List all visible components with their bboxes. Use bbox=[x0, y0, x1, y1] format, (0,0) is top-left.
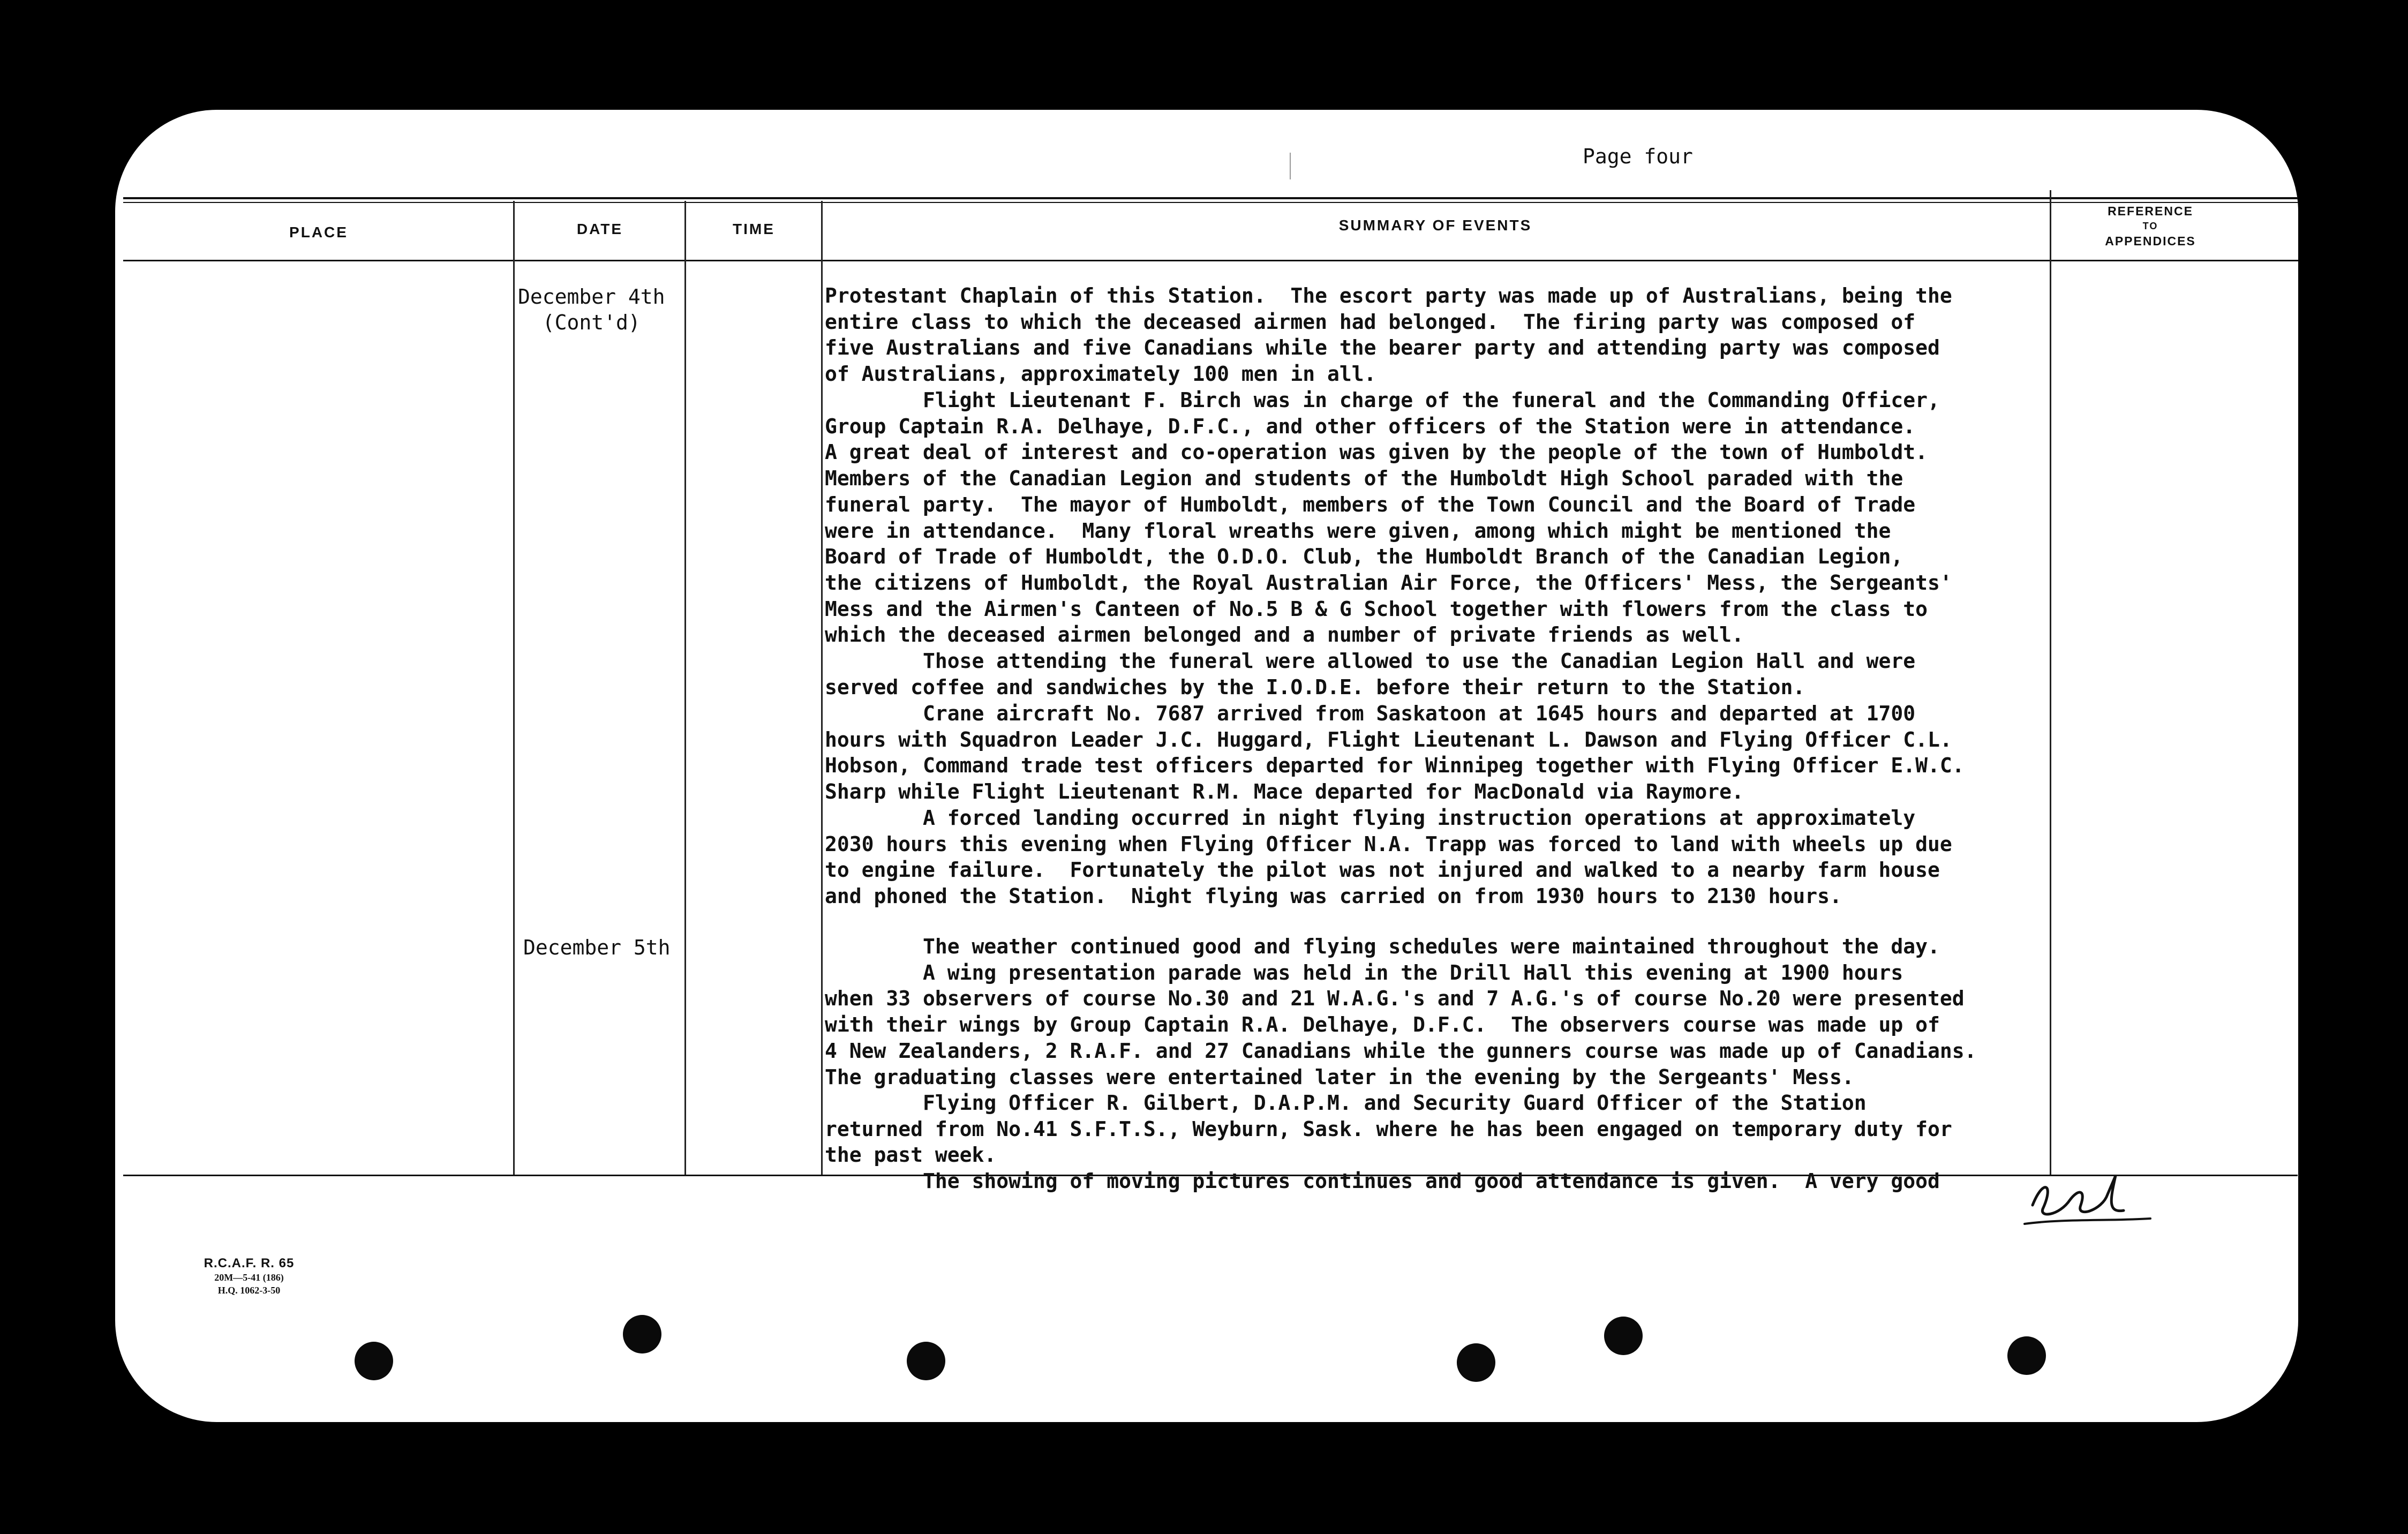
form-code: R.C.A.F. R. 65 bbox=[204, 1256, 295, 1270]
summary-paragraph: Crane aircraft No. 7687 arrived from Saskatoon at 1645 hours and departed at 1700 hours with Squadron Leader J.C. Huggard, Flight Lieutenant L. Dawson and Flying Officer C.L. Hobson, Command trade test officers departed for Winnipeg together with Flying Officer E.W.C. Sharp while Flight Lieutenant R.M. Mace departed for MacDonald via Raymore. bbox=[825, 702, 1965, 804]
form-code-block bbox=[169, 1256, 329, 1297]
divider-place-date bbox=[513, 201, 515, 1176]
page-number: Page four bbox=[1583, 145, 1693, 168]
reference-line2: TO bbox=[2142, 221, 2158, 231]
column-header-reference bbox=[2081, 204, 2220, 249]
punch-hole bbox=[623, 1315, 661, 1353]
summary-paragraph: Flying Officer R. Gilbert, D.A.P.M. and Security Guard Officer of the Station returned from No.41 S.F.T.S., Weyburn, Sask. where he has been engaged on temporary duty for the past week. bbox=[825, 1091, 1952, 1167]
header-top-rule-thin bbox=[123, 202, 2298, 203]
initials-signature bbox=[2022, 1168, 2161, 1232]
punch-hole bbox=[355, 1342, 393, 1380]
divider-date-time bbox=[684, 201, 686, 1176]
diary-page bbox=[115, 110, 2298, 1422]
column-header-time: TIME bbox=[733, 221, 775, 237]
summary-paragraph: Protestant Chaplain of this Station. The escort party was made up of Australians, being the entire class to which the deceased airmen had belonged. The firing party was composed of five Australians and five Canadians while the bearer party and attending party was composed of Australians, approximately 100 men in all. bbox=[825, 284, 1952, 386]
punch-hole bbox=[1457, 1343, 1495, 1382]
reference-line1: REFERENCE bbox=[2108, 204, 2193, 218]
column-header-date: DATE bbox=[576, 221, 623, 237]
summary-paragraph: A forced landing occurred in night flying instruction operations at approximately 2030 hours this evening when Flying Officer N.A. Trapp was forced to land with wheels up due to engine failure. Fortunately the pilot was not injured and walked to a nearby farm house and phoned the Station. Night flying was carried on from 1930 hours to 2130 hours. bbox=[825, 806, 1952, 908]
header-bottom-rule bbox=[123, 260, 2298, 261]
column-header-place: PLACE bbox=[289, 224, 348, 240]
punch-hole bbox=[2007, 1336, 2046, 1375]
punch-hole bbox=[907, 1342, 945, 1380]
summary-paragraph: The showing of moving pictures continues and good attendance is given. A very good bbox=[825, 1169, 1940, 1193]
margin-tick bbox=[1290, 153, 1291, 179]
reference-line3: APPENDICES bbox=[2105, 234, 2196, 248]
header-top-rule bbox=[123, 197, 2298, 199]
column-header-summary: SUMMARY OF EVENTS bbox=[1338, 217, 1532, 234]
date-dec-5: December 5th bbox=[523, 936, 671, 959]
divider-summary-reference bbox=[2050, 190, 2051, 1176]
form-line2: 20M—5-41 (186) bbox=[214, 1272, 284, 1283]
punch-hole bbox=[1604, 1317, 1643, 1355]
date-dec-4: December 4th (Cont'd) bbox=[518, 285, 665, 334]
summary-paragraph: The weather continued good and flying schedules were maintained throughout the day. A wing presentation parade was held in the Drill Hall this evening at 1900 hours when 33 observers of course No.30 and 21 W.A.G.'s and 7 A.G.'s of course No.20 were presented with their wings by Group Captain R.A. Delhaye, D.F.C. The observers course was made up of 4 New Zealanders, 2 R.A.F. and 27 Canadians while the gunners course was made up of Canadians. The graduating classes were entertained later in the evening by the Sergeants' Mess. bbox=[825, 935, 1977, 1089]
summary-paragraph: Flight Lieutenant F. Birch was in charge of the funeral and the Commanding Officer, Group Captain R.A. Delhaye, D.F.C., and other officers of the Station were in attendance. A great deal of interest and co-operation was given by the people of the town of Humboldt. Members of the Canadian Legion and students of the Humboldt High School paraded with the funeral party. The mayor of Humboldt, members of the Town Council and the Board of Trade were in attendance. Many floral wreaths were given, among which might be mentioned the Board of Trade of Humboldt, the O.D.O. Club, the Humboldt Branch of the Canadian Legion, the citizens of Humboldt, the Royal Australian Air Force, the Officers' Mess, the Sergeants' Mess and the Airmen's Canteen of No.5 B & G School together with flowers from the class to which the deceased airmen belonged and a number of private friends as well. bbox=[825, 388, 1952, 647]
summary-paragraph: Those attending the funeral were allowed to use the Canadian Legion Hall and were served coffee and sandwiches by the I.O.D.E. before their return to the Station. bbox=[825, 649, 1916, 699]
divider-time-summary bbox=[821, 201, 823, 1176]
form-line3: H.Q. 1062-3-50 bbox=[217, 1285, 281, 1296]
